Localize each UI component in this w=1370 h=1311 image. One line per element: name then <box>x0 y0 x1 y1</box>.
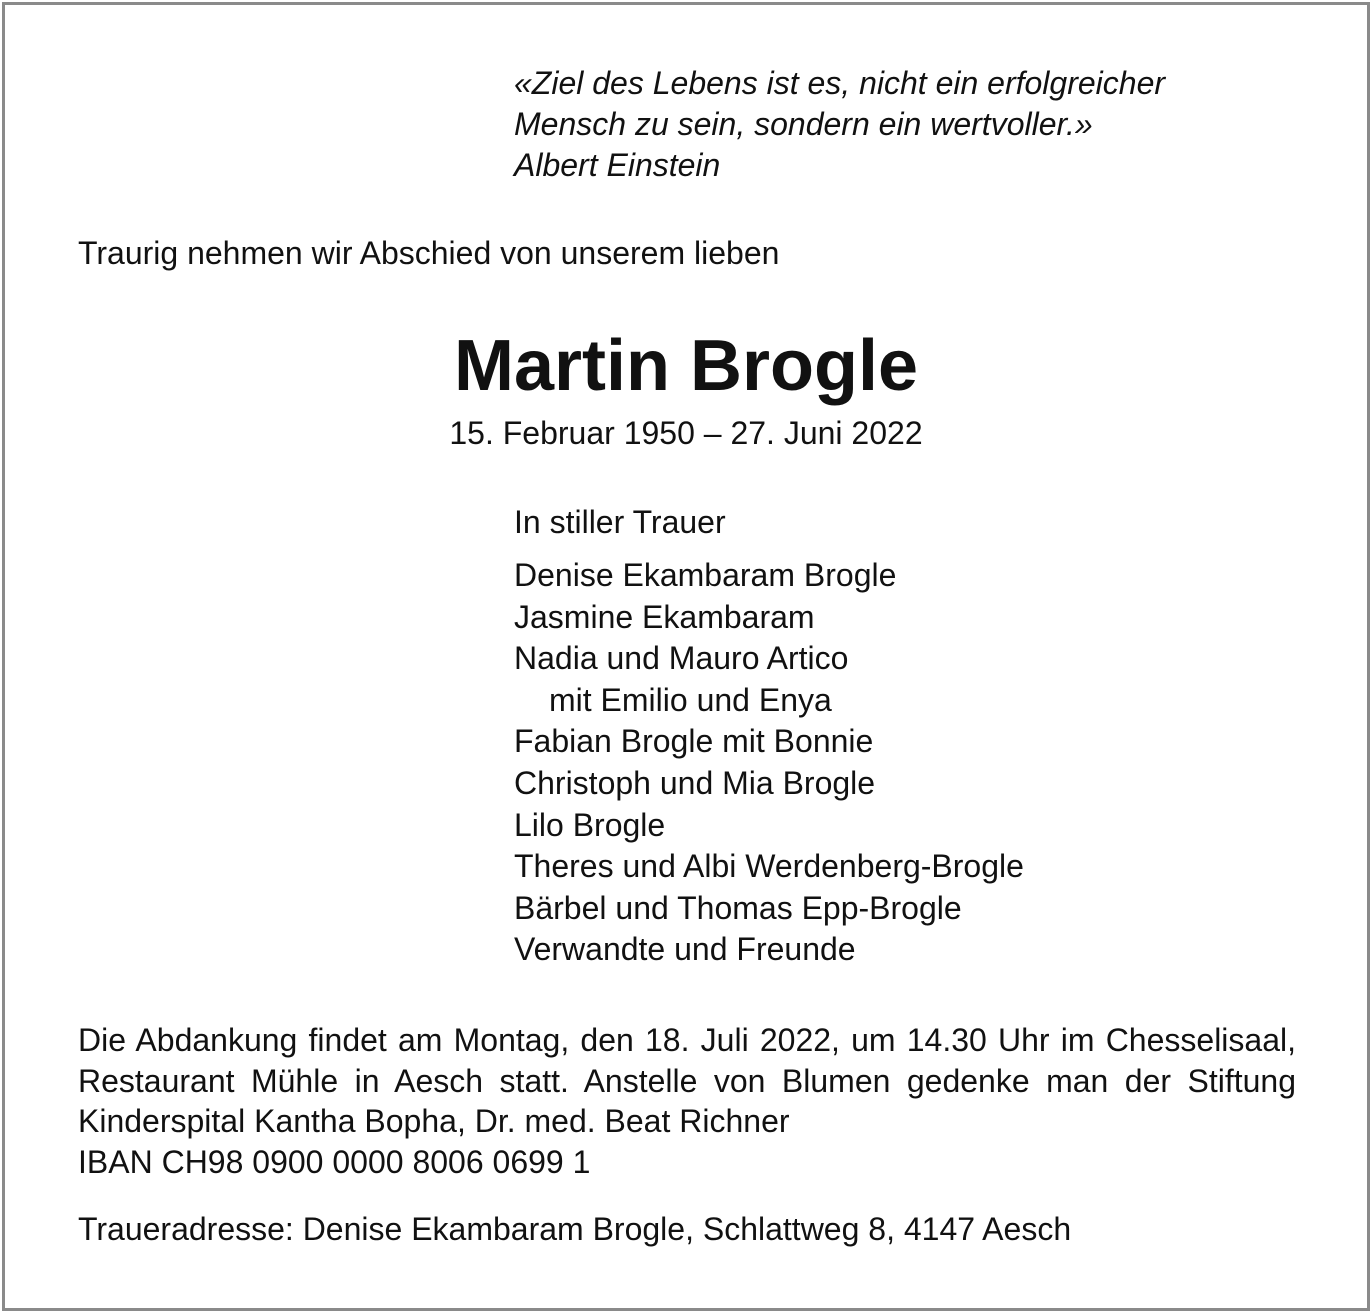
mourner-name: Jasmine Ekambaram <box>514 598 815 635</box>
mourner-name: Nadia und Mauro Artico <box>514 640 849 677</box>
ceremony-details <box>78 1020 1296 1182</box>
mourner-name: mit Emilio und Enya <box>549 681 832 718</box>
deceased-name: Martin Brogle <box>453 326 919 406</box>
life-dates: 15. Februar 1950 – 27. Juni 2022 <box>449 415 923 451</box>
mourner-name: Christoph und Mia Brogle <box>514 764 876 801</box>
mourner-name: Fabian Brogle mit Bonnie <box>514 723 874 760</box>
ceremony-text: Die Abdankung findet am Montag, den 18. Juli 2022, um 14.30 Uhr im Chesselisaal, Restaurant Mühle in Aesch statt. Anstelle von Blumen gedenke man der Stiftung Kinderspital Kantha Bopha, Dr. med. Beat Richner <box>78 1022 1296 1139</box>
mourner-name: Lilo Brogle <box>514 806 666 843</box>
quote-author: Albert Einstein <box>514 147 721 183</box>
mourning-address: Traueradresse: Denise Ekambaram Brogle, Schlattweg 8, 4147 Aesch <box>78 1211 1072 1247</box>
mourners-intro: In stiller Trauer <box>514 504 726 540</box>
mourner-name: Bärbel und Thomas Epp-Brogle <box>514 889 962 926</box>
einstein-quote <box>514 63 1165 186</box>
donation-iban: IBAN CH98 0900 0000 8006 0699 1 <box>78 1143 591 1180</box>
mourner-name: Theres und Albi Werdenberg-Brogle <box>514 848 1024 885</box>
quote-line: Mensch zu sein, sondern ein wertvoller.» <box>514 106 1093 142</box>
farewell-intro: Traurig nehmen wir Abschied von unserem lieben <box>78 235 780 271</box>
mourner-name: Verwandte und Freunde <box>514 931 856 968</box>
mourners-list <box>514 555 1024 971</box>
mourner-name: Denise Ekambaram Brogle <box>514 557 897 593</box>
obituary-notice <box>2 2 1370 1311</box>
quote-line: «Ziel des Lebens ist es, nicht ein erfolgreicher <box>514 65 1166 101</box>
